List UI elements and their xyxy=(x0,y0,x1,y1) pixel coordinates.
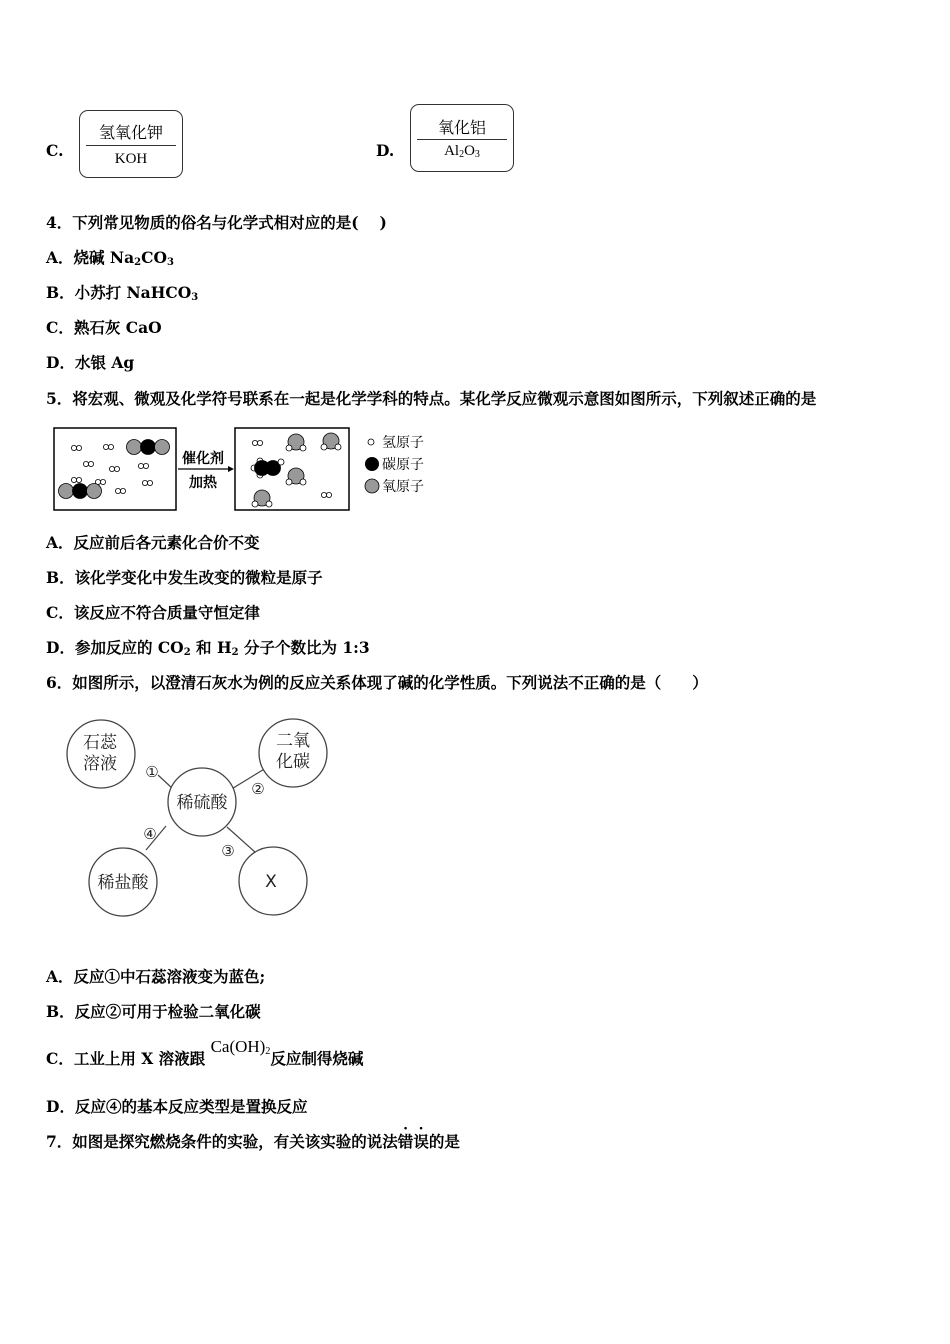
q6-option-a: A．反应①中石蕊溶液变为蓝色; xyxy=(46,967,266,986)
node-litmus-line1: 石蕊 xyxy=(83,733,117,753)
arrow-heat-label: 加热 xyxy=(189,475,217,491)
node-hcl-label: 稀盐酸 xyxy=(97,873,149,893)
q5-option-d: D．参加反应的 $CO_2$ 和 $H_2$ 分子个数比为 1:3 xyxy=(46,638,370,658)
edge-label-1: ① xyxy=(145,763,159,781)
node-co2-line1: 二氧 xyxy=(276,731,310,751)
q6-option-b: B．反应②可用于检验二氧化碳 xyxy=(46,1002,261,1021)
label-al2o3-name: 氧化铝 xyxy=(437,118,486,137)
node-co2-line2: 化碳 xyxy=(276,752,310,772)
q5-option-a: A．反应前后各元素化合价不变 xyxy=(46,533,260,552)
q6-option-d: D．反应④的基本反应类型是置换反应 xyxy=(46,1097,308,1116)
q5-option-c: C．该反应不符合质量守恒定律 xyxy=(46,603,260,622)
label-koh xyxy=(79,110,183,178)
q4-option-b: B．小苏打 NaHCO$_3$ xyxy=(46,283,199,303)
q5-stem: 5．将宏观、微观及化学符号联系在一起是化学学科的特点。某化学反应微观示意图如图所示，下列叙述正确的是 xyxy=(46,389,817,408)
option-d-letter: D. xyxy=(376,141,395,160)
q6-stem: 6．如图所示，以澄清石灰水为例的反应关系体现了碱的化学性质。下列说法不正确的是（ ） xyxy=(46,673,708,692)
reaction-micro-diagram xyxy=(50,424,440,514)
q6-option-c: C．工业上用 X 溶液跟 $Ca(OH)_2$反应制得烧碱 xyxy=(46,1037,364,1068)
q7-emphasis-2: 误 xyxy=(413,1132,429,1151)
edge-label-2: ② xyxy=(251,780,265,798)
base-reaction-diagram xyxy=(60,712,350,927)
edge-label-3: ③ xyxy=(221,842,235,860)
legend-c-atom-icon xyxy=(365,457,379,471)
label-al2o3 xyxy=(410,104,514,172)
legend-h-atom-icon xyxy=(368,439,374,445)
option-c-letter: C. xyxy=(46,141,64,160)
node-x-label: X xyxy=(265,872,277,892)
legend-h-label: 氢原子 xyxy=(382,435,424,451)
caoh2-formula: $Ca(OH)_2$ xyxy=(210,1037,271,1057)
label-koh-rule xyxy=(86,145,176,146)
q7-stem: 7．如图是探究燃烧条件的实验，有关该实验的说法错误的是 xyxy=(46,1132,460,1151)
arrow-catalyst-label: 催化剂 xyxy=(182,451,224,467)
q5-option-b: B．该化学变化中发生改变的微粒是原子 xyxy=(46,568,323,587)
label-al2o3-rule xyxy=(417,139,507,140)
label-koh-name: 氢氧化钾 xyxy=(98,123,163,142)
label-al2o3-formula: $Al_2O_3$ xyxy=(444,143,480,160)
legend-c-label: 碳原子 xyxy=(382,457,424,473)
node-center-label: 稀硫酸 xyxy=(176,793,228,813)
q4-option-a: A．烧碱 $Na_2CO_3$ xyxy=(46,248,174,268)
q4-option-c: C．熟石灰 CaO xyxy=(46,318,162,337)
node-litmus-line2: 溶液 xyxy=(83,754,117,774)
legend-o-atom-icon xyxy=(365,479,379,493)
label-koh-formula: KOH xyxy=(114,151,148,167)
q7-emphasis-1: 错 xyxy=(397,1132,414,1151)
q4-option-d: D．水银 Ag xyxy=(46,353,135,372)
legend-o-label: 氧原子 xyxy=(382,479,424,495)
reaction-arrow-head xyxy=(228,466,234,472)
q4-stem: 4．下列常见物质的俗名与化学式相对应的是( ) xyxy=(46,213,387,232)
edge-label-4: ④ xyxy=(143,825,157,843)
